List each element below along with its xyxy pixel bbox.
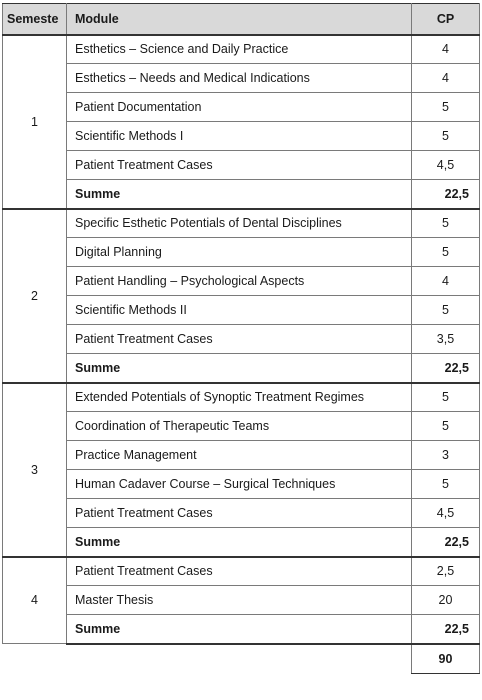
module-cp: 5	[412, 470, 480, 499]
header-row	[3, 4, 480, 35]
module-name: Scientific Methods II	[67, 296, 412, 325]
total-row	[3, 644, 480, 674]
module-name: Scientific Methods I	[67, 122, 412, 151]
semester-number: 4	[3, 557, 67, 644]
table-row	[3, 499, 480, 528]
table-row	[3, 325, 480, 354]
table-row	[3, 64, 480, 93]
module-cp: 4,5	[412, 499, 480, 528]
sum-label: Summe	[67, 615, 412, 644]
table-row	[3, 586, 480, 615]
table-row	[3, 151, 480, 180]
table-row	[3, 412, 480, 441]
module-name: Patient Treatment Cases	[67, 557, 412, 586]
module-cp: 4	[412, 267, 480, 296]
table-row	[3, 470, 480, 499]
module-name: Patient Documentation	[67, 93, 412, 122]
sum-cp: 22,5	[412, 180, 480, 209]
module-name: Specific Esthetic Potentials of Dental Disciplines	[67, 209, 412, 238]
table-row	[3, 209, 480, 238]
module-cp: 5	[412, 122, 480, 151]
module-cp: 20	[412, 586, 480, 615]
table-row	[3, 238, 480, 267]
table-row	[3, 441, 480, 470]
module-name: Master Thesis	[67, 586, 412, 615]
module-name: Practice Management	[67, 441, 412, 470]
semester-number: 2	[3, 209, 67, 383]
total-spacer	[3, 644, 67, 674]
sum-row	[3, 354, 480, 383]
module-cp: 3,5	[412, 325, 480, 354]
sum-label: Summe	[67, 528, 412, 557]
table-row	[3, 122, 480, 151]
module-cp: 4	[412, 35, 480, 64]
module-cp: 3	[412, 441, 480, 470]
module-name: Patient Treatment Cases	[67, 325, 412, 354]
curriculum-table	[2, 3, 480, 674]
semester-column-header: Semeste	[3, 4, 67, 35]
sum-cp: 22,5	[412, 615, 480, 644]
module-name: Esthetics – Science and Daily Practice	[67, 35, 412, 64]
module-name: Digital Planning	[67, 238, 412, 267]
module-cp: 5	[412, 383, 480, 412]
module-name: Human Cadaver Course – Surgical Techniques	[67, 470, 412, 499]
module-cp: 4	[412, 64, 480, 93]
table-row	[3, 557, 480, 586]
module-cp: 5	[412, 209, 480, 238]
sum-row	[3, 528, 480, 557]
sum-label: Summe	[67, 354, 412, 383]
module-cp: 5	[412, 296, 480, 325]
table-row	[3, 383, 480, 412]
sum-cp: 22,5	[412, 528, 480, 557]
module-name: Patient Treatment Cases	[67, 499, 412, 528]
total-spacer	[67, 644, 412, 674]
sum-label: Summe	[67, 180, 412, 209]
total-cp: 90	[412, 644, 480, 674]
table-row	[3, 296, 480, 325]
sum-row	[3, 180, 480, 209]
module-cp: 2,5	[412, 557, 480, 586]
table-row	[3, 93, 480, 122]
module-name: Esthetics – Needs and Medical Indications	[67, 64, 412, 93]
module-column-header: Module	[67, 4, 412, 35]
semester-number: 1	[3, 35, 67, 209]
semester-number: 3	[3, 383, 67, 557]
table-row	[3, 35, 480, 64]
module-cp: 5	[412, 412, 480, 441]
table-row	[3, 267, 480, 296]
module-cp: 5	[412, 238, 480, 267]
sum-row	[3, 615, 480, 644]
sum-cp: 22,5	[412, 354, 480, 383]
module-name: Patient Handling – Psychological Aspects	[67, 267, 412, 296]
module-name: Coordination of Therapeutic Teams	[67, 412, 412, 441]
table-body	[3, 35, 480, 674]
module-cp: 4,5	[412, 151, 480, 180]
module-name: Patient Treatment Cases	[67, 151, 412, 180]
cp-column-header: CP	[412, 4, 480, 35]
module-name: Extended Potentials of Synoptic Treatment Regimes	[67, 383, 412, 412]
module-cp: 5	[412, 93, 480, 122]
